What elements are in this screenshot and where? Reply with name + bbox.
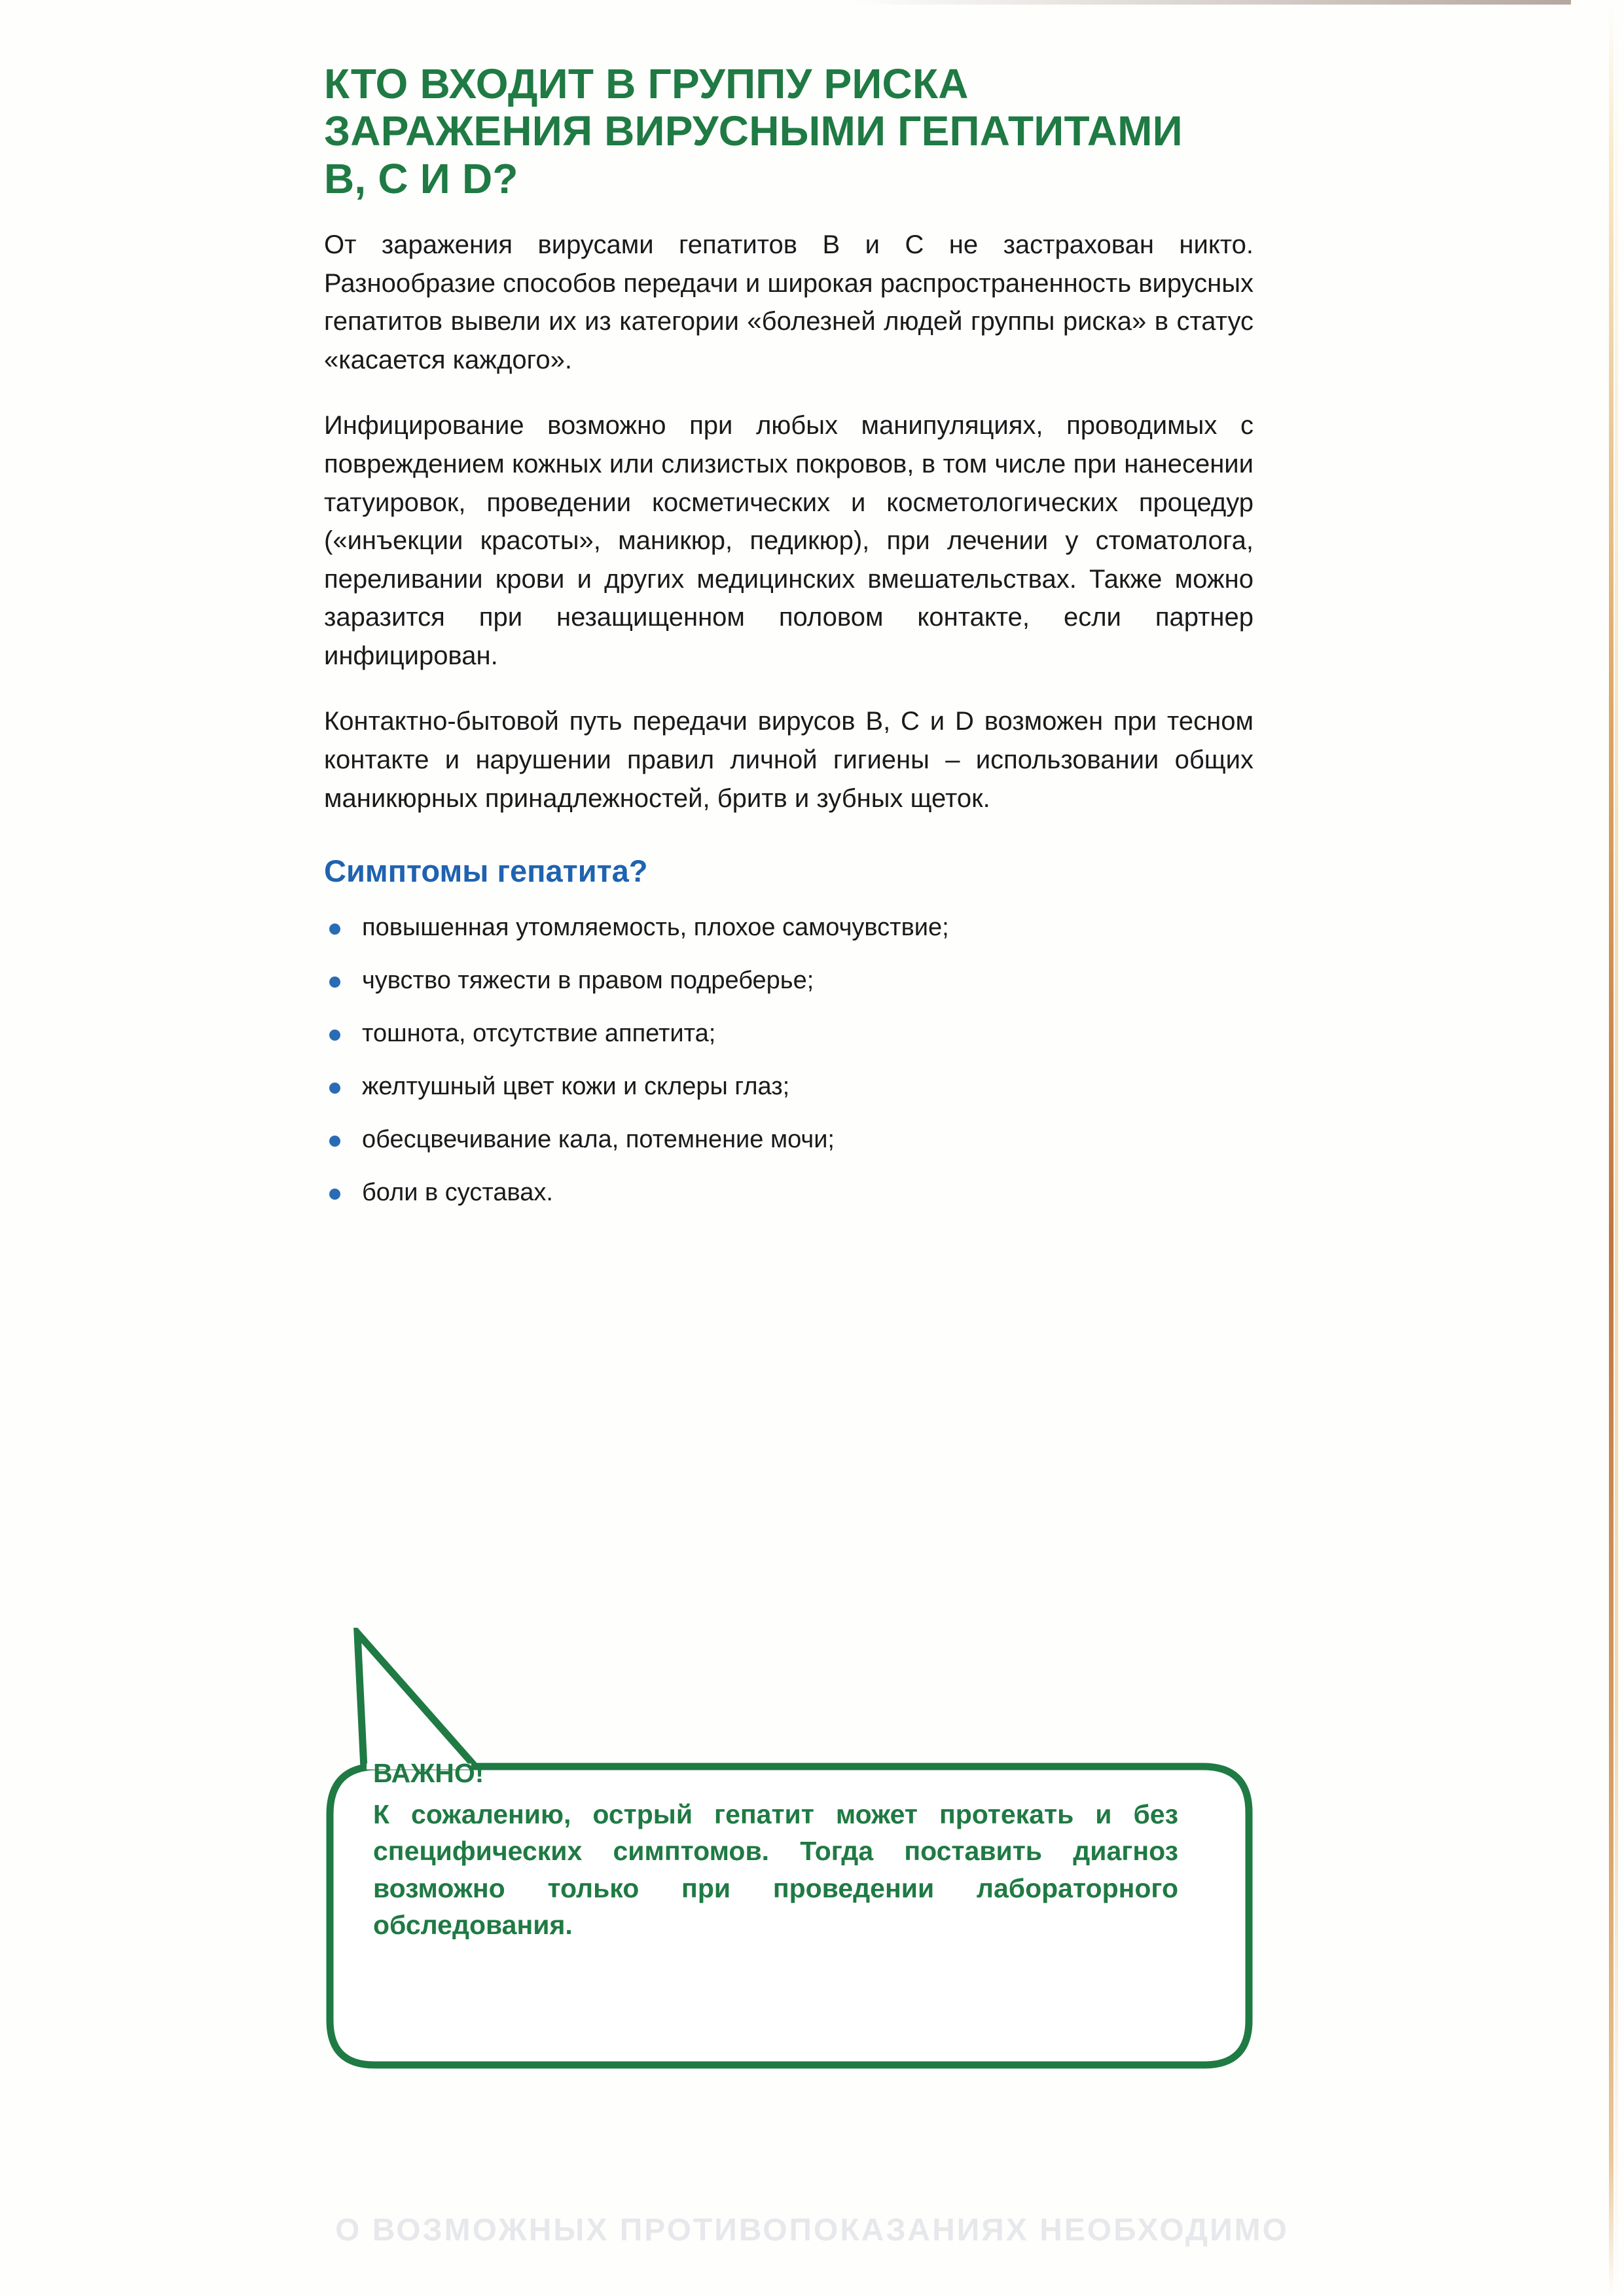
list-item [324,1069,1134,1105]
list-item-label: тошнота, отсутствие аппетита; [362,1019,716,1047]
callout-content [373,1757,1178,1943]
list-item [324,1122,1134,1158]
list-item [324,1016,1134,1052]
list-item-label: повышенная утомляемость, плохое самочувствие; [362,913,949,941]
bullet-dot-icon [329,1136,340,1147]
symptoms-section-heading: Симптомы гепатита? [324,853,648,889]
page-right-edge-strip-secondary [1615,0,1618,2296]
important-callout [326,1628,1255,2073]
page-right-edge-strip [1609,0,1614,2296]
footer-watermark-note: О ВОЗМОЖНЫХ ПРОТИВОПОКАЗАНИЯХ НЕОБХОДИМО [335,2213,1289,2248]
callout-title: ВАЖНО! [373,1758,484,1788]
body-paragraph-3: Контактно-бытовой путь передачи вирусов B, C и D возможен при тесном контакте и нарушении правил личной гигиены – использовании общих маникюрных принадлежностей, бритв и зубных щеток. [324,707,1254,813]
list-item-label: желтушный цвет кожи и склеры глаз; [362,1072,790,1100]
bullet-dot-icon [329,1189,340,1200]
page-title: КТО ВХОДИТ В ГРУППУ РИСКА ЗАРАЖЕНИЯ ВИРУСНЫМИ ГЕПАТИТАМИ B, C И D? [324,60,1183,202]
list-item-label: боли в суставах. [362,1178,553,1206]
list-item-label: чувство тяжести в правом подреберье; [362,966,814,994]
body-paragraph-1: От заражения вирусами гепатитов B и C не застрахован никто. Разнообразие способов передачи и широкая распространенность вирусных гепатитов вывели их из категории «болезней людей группы риска» в статус «касается каждого». [324,230,1254,374]
document-content [324,0,1273,1211]
list-item [324,963,1134,999]
bullet-dot-icon [329,977,340,988]
bullet-dot-icon [329,1083,340,1094]
symptoms-list [324,888,1273,1211]
callout-text: К сожалению, острый гепатит может протекать и без специфических симптомов. Тогда поставить диагноз возможно только при проведении лабораторного обследования. [373,1799,1178,1940]
list-item [324,1175,1134,1211]
list-item-label: обесцвечивание кала, потемнение мочи; [362,1125,835,1153]
bullet-dot-icon [329,924,340,935]
list-item [324,910,1134,946]
body-paragraph-2: Инфицирование возможно при любых манипуляциях, проводимых с повреждением кожных или слизистых покровов, в том числе при нанесении татуировок, проведении косметических и косметологических процедур («инъекции красоты», маникюр, педикюр), при лечении у стоматолога, переливании крови и других медицинских вмешательствах. Также можно заразится при незащищенном половом контакте, если партнер инфицирован. [324,411,1254,670]
bullet-dot-icon [329,1030,340,1041]
